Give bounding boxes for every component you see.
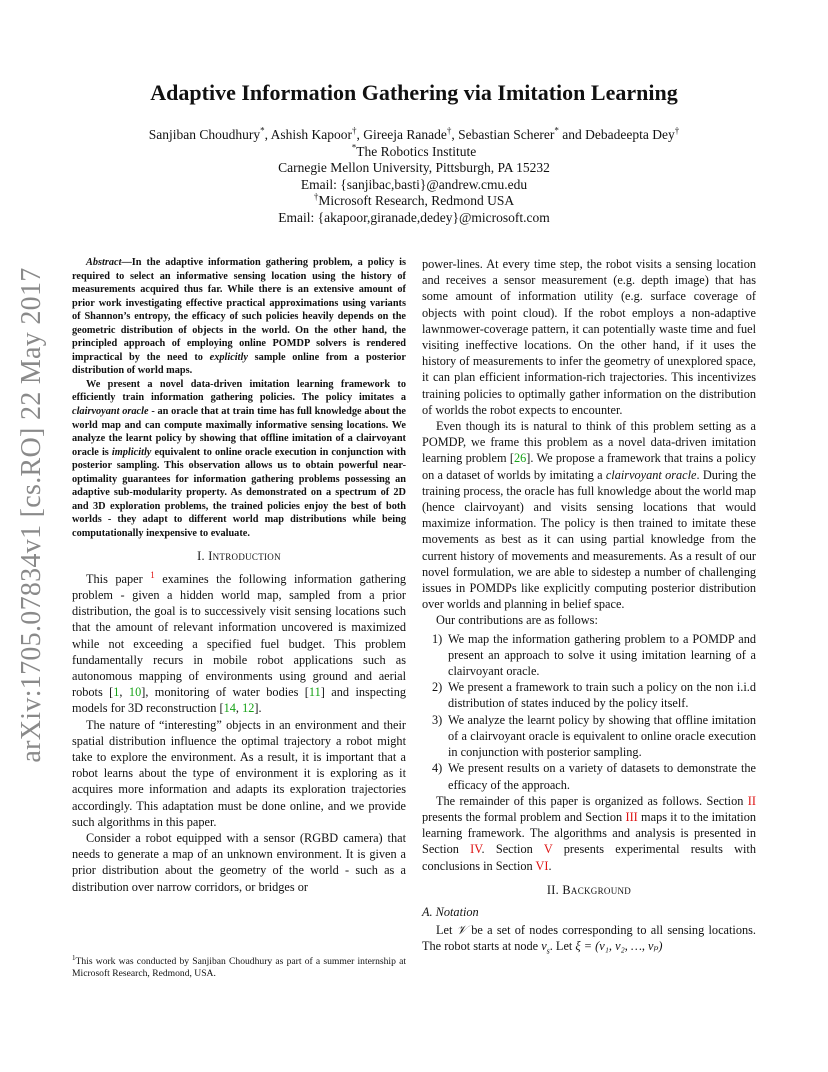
left-column (72, 256, 406, 895)
intro-paragraph-2: The nature of “interesting” objects in an environment and their spatial distribution influence the optimal trajectory a robot might take to explore the environment. As a result, it is important that a robot learns about the type of environment it is exploring as it acquires more information and adapts its exploration trajectories accordingly. This adaptation must be done online, and we provide such algorithms in this paper. (72, 717, 406, 829)
section-heading-introduction: I. Introduction (197, 549, 281, 564)
section-link-vi[interactable]: VI (535, 858, 549, 873)
author-list: Sanjiban Choudhury*, Ashish Kapoor†, Gireeja Ranade†, Sebastian Scherer* and Debadeepta Dey† (148, 125, 680, 142)
arxiv-watermark (10, 267, 54, 763)
list-item: 3) We analyze the learnt policy by showing that offline imitation of a clairvoyant oracle is equivalent to online oracle execution in conjunction with posterior sampling. (432, 712, 756, 760)
contributions-list (422, 631, 756, 793)
list-item: 2) We present a framework to train such a policy on the non i.i.d distribution of states induced by the policy itself. (432, 680, 756, 711)
section-link-ii[interactable]: II (747, 793, 756, 808)
contributions-intro: Our contributions are as follows: (436, 613, 598, 628)
email-cmu: Email: {sanjibac,basti}@andrew.cmu.edu (300, 176, 528, 192)
affiliation-cmu: *The Robotics Institute (351, 142, 477, 159)
intro-paragraph-1: This paper $^1$ examines the following information gathering problem - given a hidden world map, sampled from a prior distribution, the goal is to successively visit sensing locations such that the amount of relevant information uncovered is maximized while not exceeding a specified fuel budget. This problem fundamentally recurs in mobile robot applications such as autonomous mapping of environments using ground and aerial robots [1, 10], monitoring of water bodies [11] and inspecting models for 3D reconstruction [14, 12]. (72, 569, 406, 716)
intro-paragraph-4: Even though its is natural to think of this problem setting as a POMDP, we frame this problem as a novel data-driven imitation learning problem [26]. We propose a framework that trains a policy on a dataset of worlds by imitating a clairvoyant oracle. During the training process, the oracle has full knowledge about the world map (hence clairvoyant) and visits sensing locations that would maximize information. The policy is then trained to imitate these movements as best as it can using partial knowledge from the current history of movements and measurements. As a result of our novel formulation, we are able to sidestep a number of challenging issues in POMDPs like explicitly computing posterior distribution over worlds and planning in belief space. (422, 419, 756, 612)
intro-paragraph-3-continued: power-lines. At every time step, the robot visits a sensing location and receives a sensor measurement (e.g. depth image) that has some amount of information utility (e.g. surface coverage of objects with point cloud). If the robot employs a non-adaptive lawnmower-coverage pattern, it can potentially waste time and fuel visiting ineffective locations. On the other hand, if it uses the history of measurements to infer the geometry of unexplored space, it can plan efficient information-rich trajectories. This incentivizes training policies to optimally gather information on the distribution of worlds the robot expects to encounter. (422, 257, 756, 417)
email-msr: Email: {akapoor,giranade,dedey}@microsoft.com (278, 209, 550, 225)
arxiv-id-text: arXiv:1705.07834v1 [cs.RO] 22 May 2017 (16, 267, 47, 763)
list-item: 1) We map the information gathering problem to a POMDP and present an approach to solve it using imitation learning of a clairvoyant oracle. (432, 631, 756, 679)
citation-link[interactable]: 11 (308, 685, 321, 700)
section-link-v[interactable]: V (543, 842, 553, 857)
section-heading-background: II. Background (546, 882, 632, 897)
abstract-paragraph-2: We present a novel data-driven imitation learning framework to efficiently train information gathering policies. The policy imitates a clairvoyant oracle - an oracle that at train time has full knowledge about the world map and can compute maximally informative sensing locations. We analyze the learnt policy by showing that offline imitation of a clairvoyant oracle is implicitly equivalent to online oracle execution in conjunction with posterior sampling. This observation allows us to obtain powerful near-optimality guarantees for information gathering problems possessing an adaptive sub-modularity property. As demonstrated on a spectrum of 2D and 3D exploration problems, the trained policies enjoy the best of both worlds - they adapt to different world map distributions while being computationally inexpensive to evaluate. (72, 378, 406, 539)
intro-paragraph-3: Consider a robot equipped with a sensor (RGBD camera) that needs to generate a map of an unknown environment. It is given a prior distribution about the geometry of the world - such as a distribution over narrow corridors, or bridges or (72, 830, 406, 894)
citation-link[interactable]: 26 (513, 451, 527, 466)
abstract (72, 256, 406, 540)
footnote: $^1$This work was conducted by Sanjiban Choudhury as part of a summer internship at Microsoft Research, Redmond, USA. (72, 953, 406, 979)
paper-organization-paragraph: The remainder of this paper is organized as follows. Section II presents the formal problem and Section III maps it to the imitation learning framework. The algorithms and analysis is presented in Section IV. Section V presents experimental results with conclusions in Section VI. (422, 793, 756, 873)
section-link-iv[interactable]: IV (470, 842, 482, 857)
affiliation-msr: †Microsoft Research, Redmond USA (313, 191, 515, 208)
footnote-link[interactable]: 1 (150, 569, 155, 580)
affiliation-cmu-address: Carnegie Mellon University, Pittsburgh, PA 15232 (278, 160, 550, 175)
section-link-iii[interactable]: III (625, 809, 638, 824)
citation-link[interactable]: 12 (242, 701, 255, 716)
citation-link[interactable]: 10 (128, 685, 142, 700)
right-column (422, 256, 756, 960)
abstract-paragraph-1: Abstract—In the adaptive information gathering problem, a policy is required to select an informative sensing location using the history of measurements acquired thus far. While there is an extensive amount of prior work investigating effective practical approximations using variants of Shannon’s entropy, the efficacy of such policies heavily depends on the geometric distribution of objects in the world. On the other hand, the principled approach of employing online POMDP solvers is rendered impractical by the need to explicitly sample online from a posterior distribution of world maps. (72, 257, 406, 377)
list-item: 4) We present results on a variety of datasets to demonstrate the efficacy of the approach. (432, 761, 756, 792)
paper-title: Adaptive Information Gathering via Imitation Learning (150, 80, 678, 105)
author-block (0, 127, 828, 226)
citation-link[interactable]: 14 (223, 701, 236, 716)
citation-link[interactable]: 1 (113, 685, 120, 700)
subsection-heading-notation: A. Notation (422, 904, 479, 919)
notation-paragraph: Let 𝒱 be a set of nodes corresponding to all sensing locations. The robot starts at node $v_s$. Let ξ = (v₁, v₂, …, vₚ) (422, 923, 756, 956)
